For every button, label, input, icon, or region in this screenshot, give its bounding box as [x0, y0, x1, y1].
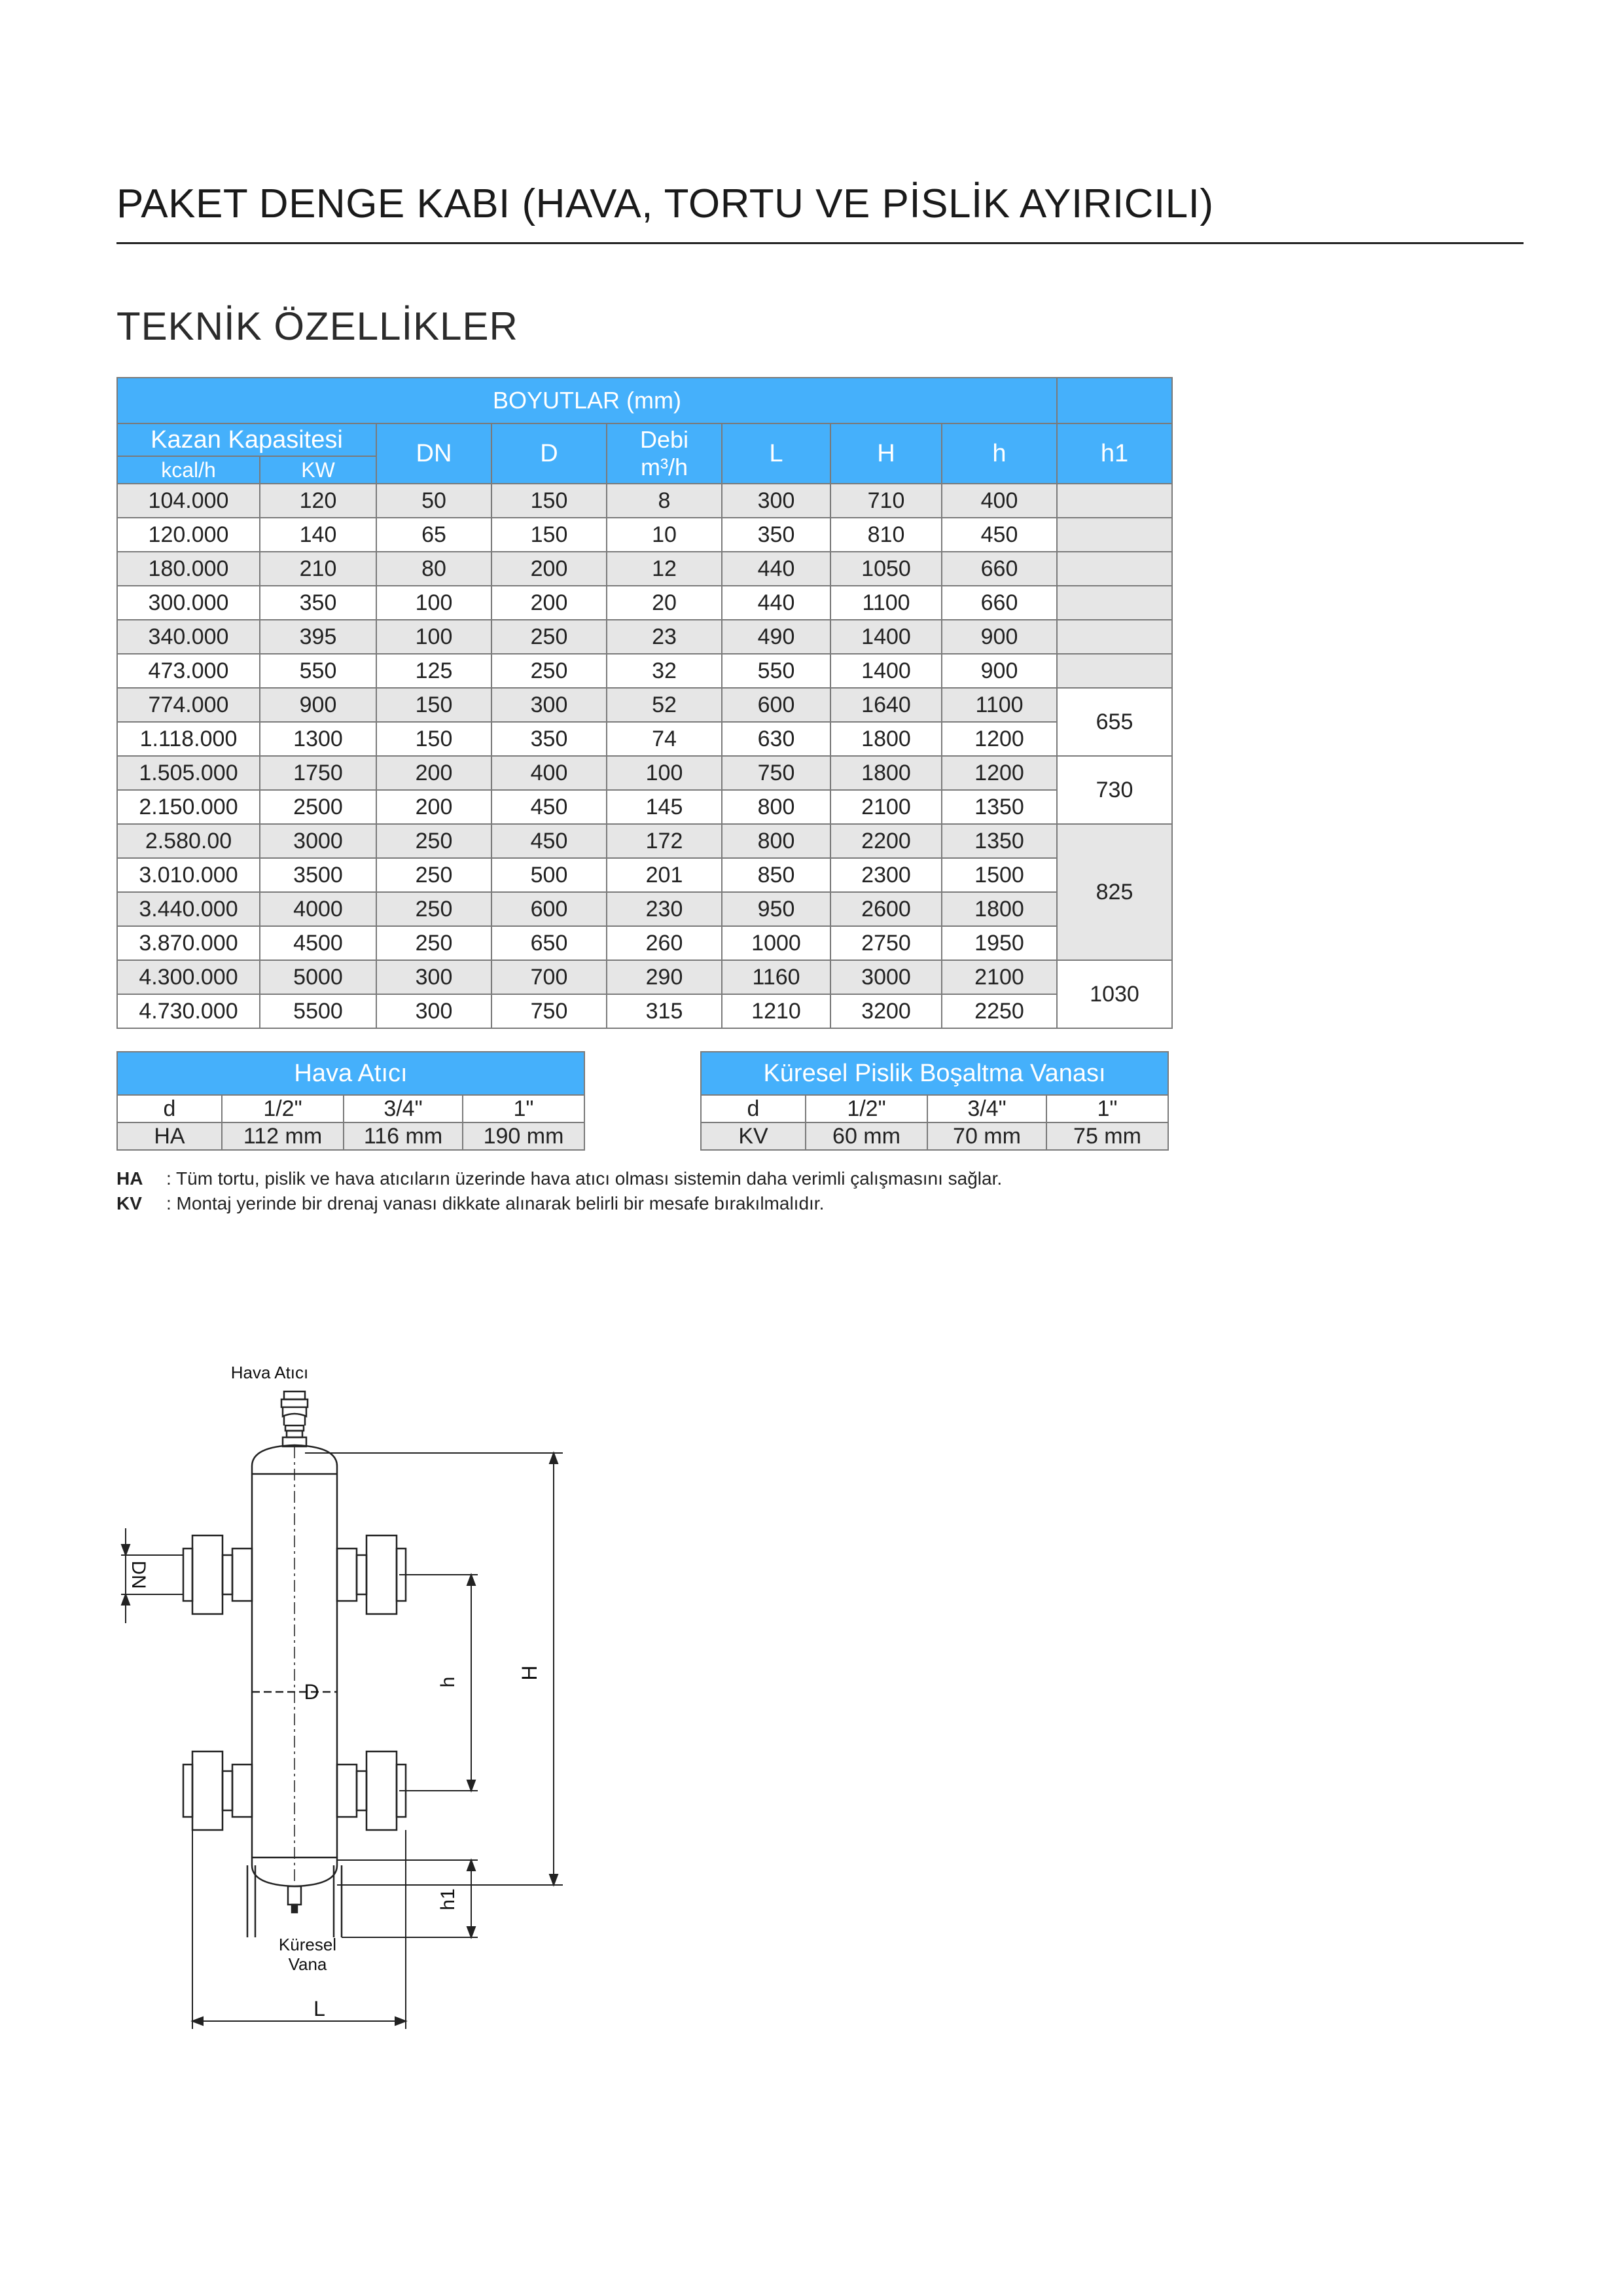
table-cell: 2100	[942, 960, 1057, 994]
table-cell: 900	[260, 688, 376, 722]
table-cell: 4.300.000	[117, 960, 260, 994]
table-cell: 3500	[260, 858, 376, 892]
dim-h-label: h	[437, 1676, 459, 1688]
table-cell: 250	[376, 824, 491, 858]
h1-cell: 730	[1057, 756, 1172, 824]
table-cell: 750	[491, 994, 607, 1028]
table-row	[117, 960, 1172, 994]
table-cell: 230	[607, 892, 722, 926]
kv-val-2: 70 mm	[927, 1122, 1046, 1150]
table-cell: 550	[722, 654, 830, 688]
vessel-body	[252, 1445, 337, 1886]
table-cell: 1800	[830, 756, 942, 790]
title-divider	[116, 242, 1524, 244]
ha-d-2: 3/4"	[344, 1095, 463, 1122]
dim-l-label: L	[313, 1997, 325, 2020]
table-row	[117, 722, 1172, 756]
table-row	[117, 654, 1172, 688]
table-cell: 1300	[260, 722, 376, 756]
h1-cell: 825	[1057, 824, 1172, 960]
table-cell: 1200	[942, 722, 1057, 756]
table-cell: 140	[260, 518, 376, 552]
hava-atici-table	[116, 1051, 585, 1151]
table-cell: 10	[607, 518, 722, 552]
table-cell: 200	[376, 756, 491, 790]
table-cell: 550	[260, 654, 376, 688]
table-cell: 300.000	[117, 586, 260, 620]
table-cell: 710	[830, 484, 942, 518]
header-h: h	[942, 423, 1057, 484]
spec-table	[116, 377, 1173, 1029]
note-ha-key: HA	[116, 1168, 143, 1189]
table-row	[117, 620, 1172, 654]
table-cell: 100	[376, 586, 491, 620]
header-debi-unit: m³/h	[641, 454, 688, 480]
table-cell: 1.118.000	[117, 722, 260, 756]
table-cell: 260	[607, 926, 722, 960]
kv-val-1: 60 mm	[806, 1122, 927, 1150]
h1-cell-empty	[1057, 484, 1172, 518]
table-cell: 210	[260, 552, 376, 586]
table-row	[117, 858, 1172, 892]
table-cell: 350	[722, 518, 830, 552]
kv-val-3: 75 mm	[1046, 1122, 1168, 1150]
table-cell: 180.000	[117, 552, 260, 586]
header-kcal: kcal/h	[117, 456, 260, 484]
kv-d-2: 3/4"	[927, 1095, 1046, 1122]
spec-body	[117, 484, 1172, 1028]
table-cell: 810	[830, 518, 942, 552]
ha-label: HA	[117, 1122, 222, 1150]
table-cell: 1800	[830, 722, 942, 756]
h1-cell-empty	[1057, 552, 1172, 586]
table-cell: 20	[607, 586, 722, 620]
header-boyutlar: BOYUTLAR (mm)	[117, 378, 1057, 423]
section-title: TEKNİK ÖZELLİKLER	[116, 304, 518, 348]
table-cell: 950	[722, 892, 830, 926]
table-cell: 1400	[830, 654, 942, 688]
table-cell: 4.730.000	[117, 994, 260, 1028]
ha-val-1: 112 mm	[222, 1122, 344, 1150]
table-cell: 500	[491, 858, 607, 892]
label-vana: Vana	[288, 1954, 327, 1974]
table-cell: 250	[376, 892, 491, 926]
table-cell: 450	[491, 790, 607, 824]
table-cell: 1210	[722, 994, 830, 1028]
note-ha	[116, 1166, 1002, 1191]
kv-d-1: 1/2"	[806, 1095, 927, 1122]
table-cell: 850	[722, 858, 830, 892]
table-cell: 100	[376, 620, 491, 654]
ha-val-2: 116 mm	[344, 1122, 463, 1150]
table-cell: 100	[607, 756, 722, 790]
label-hava-atici: Hava Atıcı	[230, 1363, 309, 1382]
table-cell: 1000	[722, 926, 830, 960]
table-cell: 3.870.000	[117, 926, 260, 960]
h1-cell-empty	[1057, 586, 1172, 620]
table-cell: 250	[376, 926, 491, 960]
table-cell: 201	[607, 858, 722, 892]
table-row	[117, 926, 1172, 960]
table-cell: 660	[942, 552, 1057, 586]
upper-left-flange	[183, 1535, 252, 1614]
ha-d-1: 1/2"	[222, 1095, 344, 1122]
table-cell: 52	[607, 688, 722, 722]
table-cell: 2500	[260, 790, 376, 824]
table-cell: 32	[607, 654, 722, 688]
h1-cell-empty	[1057, 518, 1172, 552]
table-row	[117, 756, 1172, 790]
table-cell: 440	[722, 552, 830, 586]
ha-val-3: 190 mm	[463, 1122, 584, 1150]
table-row	[117, 824, 1172, 858]
table-cell: 2.150.000	[117, 790, 260, 824]
table-cell: 2100	[830, 790, 942, 824]
table-cell: 65	[376, 518, 491, 552]
table-cell: 2250	[942, 994, 1057, 1028]
table-cell: 750	[722, 756, 830, 790]
table-cell: 3000	[260, 824, 376, 858]
table-cell: 1050	[830, 552, 942, 586]
table-cell: 5000	[260, 960, 376, 994]
kuresel-vana-title: Küresel Pislik Boşaltma Vanası	[701, 1052, 1168, 1095]
dim-dn-label: DN	[128, 1560, 149, 1589]
table-cell: 1350	[942, 824, 1057, 858]
header-kw: KW	[260, 456, 376, 484]
table-cell: 600	[491, 892, 607, 926]
kuresel-vana-table	[700, 1051, 1169, 1151]
table-cell: 1.505.000	[117, 756, 260, 790]
table-cell: 1100	[830, 586, 942, 620]
table-cell: 1350	[942, 790, 1057, 824]
table-row	[117, 688, 1172, 722]
h1-cell: 1030	[1057, 960, 1172, 1028]
table-cell: 350	[491, 722, 607, 756]
table-cell: 473.000	[117, 654, 260, 688]
table-cell: 700	[491, 960, 607, 994]
header-empty	[1057, 378, 1172, 423]
table-cell: 2.580.00	[117, 824, 260, 858]
table-cell: 250	[491, 654, 607, 688]
table-cell: 4500	[260, 926, 376, 960]
table-cell: 250	[376, 858, 491, 892]
table-cell: 300	[376, 994, 491, 1028]
header-d: D	[491, 423, 607, 484]
table-cell: 1500	[942, 858, 1057, 892]
table-cell: 125	[376, 654, 491, 688]
table-cell: 660	[942, 586, 1057, 620]
table-cell: 774.000	[117, 688, 260, 722]
table-cell: 340.000	[117, 620, 260, 654]
table-cell: 900	[942, 620, 1057, 654]
dim-h1-label: h1	[437, 1888, 459, 1910]
drain-valve-icon	[288, 1886, 301, 1912]
table-cell: 1800	[942, 892, 1057, 926]
table-cell: 400	[942, 484, 1057, 518]
table-cell: 150	[491, 518, 607, 552]
table-cell: 150	[376, 688, 491, 722]
table-cell: 3000	[830, 960, 942, 994]
table-cell: 50	[376, 484, 491, 518]
table-cell: 300	[491, 688, 607, 722]
air-vent-icon	[281, 1391, 308, 1446]
table-cell: 1200	[942, 756, 1057, 790]
lower-left-flange	[183, 1751, 252, 1830]
table-cell: 250	[491, 620, 607, 654]
ha-d-label: d	[117, 1095, 222, 1122]
note-kv	[116, 1191, 1002, 1216]
table-cell: 1950	[942, 926, 1057, 960]
upper-right-flange	[337, 1535, 406, 1614]
header-H: H	[830, 423, 942, 484]
kv-d-label: d	[701, 1095, 806, 1122]
table-cell: 120.000	[117, 518, 260, 552]
table-cell: 104.000	[117, 484, 260, 518]
table-cell: 1750	[260, 756, 376, 790]
header-kazan-kapasitesi: Kazan Kapasitesi	[117, 423, 376, 456]
table-cell: 490	[722, 620, 830, 654]
note-kv-key: KV	[116, 1193, 142, 1213]
hava-atici-title: Hava Atıcı	[117, 1052, 584, 1095]
kv-label: KV	[701, 1122, 806, 1150]
kv-d-3: 1"	[1046, 1095, 1168, 1122]
h1-cell-empty	[1057, 654, 1172, 688]
note-ha-text: : Tüm tortu, pislik ve hava atıcıların üzerinde hava atıcı olması sistemin daha verimli çalışmasını sağlar.	[166, 1168, 1003, 1189]
lower-right-flange	[337, 1751, 406, 1830]
table-cell: 120	[260, 484, 376, 518]
table-cell: 2200	[830, 824, 942, 858]
table-cell: 200	[491, 552, 607, 586]
table-cell: 8	[607, 484, 722, 518]
table-row	[117, 892, 1172, 926]
table-cell: 2300	[830, 858, 942, 892]
table-cell: 3200	[830, 994, 942, 1028]
header-dn: DN	[376, 423, 491, 484]
table-cell: 2600	[830, 892, 942, 926]
table-cell: 600	[722, 688, 830, 722]
table-cell: 2750	[830, 926, 942, 960]
label-kuresel: Küresel	[278, 1935, 337, 1954]
table-cell: 1160	[722, 960, 830, 994]
table-cell: 290	[607, 960, 722, 994]
table-cell: 1400	[830, 620, 942, 654]
table-cell: 1100	[942, 688, 1057, 722]
table-cell: 80	[376, 552, 491, 586]
note-kv-text: : Montaj yerinde bir drenaj vanası dikkate alınarak belirli bir mesafe bırakılmalıdır.	[166, 1193, 825, 1213]
table-cell: 800	[722, 790, 830, 824]
table-cell: 395	[260, 620, 376, 654]
table-cell: 3.010.000	[117, 858, 260, 892]
table-cell: 12	[607, 552, 722, 586]
table-cell: 650	[491, 926, 607, 960]
table-cell: 5500	[260, 994, 376, 1028]
table-cell: 630	[722, 722, 830, 756]
ha-d-3: 1"	[463, 1095, 584, 1122]
table-cell: 440	[722, 586, 830, 620]
table-cell: 400	[491, 756, 607, 790]
page-title: PAKET DENGE KABI (HAVA, TORTU VE PİSLİK AYIRICILI)	[116, 181, 1214, 226]
table-cell: 300	[722, 484, 830, 518]
table-row	[117, 994, 1172, 1028]
table-cell: 1640	[830, 688, 942, 722]
table-cell: 145	[607, 790, 722, 824]
table-cell: 450	[942, 518, 1057, 552]
table-cell: 150	[491, 484, 607, 518]
header-l: L	[722, 423, 830, 484]
table-cell: 350	[260, 586, 376, 620]
table-cell: 450	[491, 824, 607, 858]
notes	[116, 1166, 1002, 1216]
table-cell: 3.440.000	[117, 892, 260, 926]
table-cell: 23	[607, 620, 722, 654]
header-debi	[607, 423, 722, 484]
table-row	[117, 552, 1172, 586]
h1-cell: 655	[1057, 688, 1172, 756]
table-cell: 900	[942, 654, 1057, 688]
table-cell: 300	[376, 960, 491, 994]
table-cell: 200	[376, 790, 491, 824]
table-row	[117, 790, 1172, 824]
header-h1: h1	[1057, 423, 1172, 484]
table-cell: 4000	[260, 892, 376, 926]
table-row	[117, 484, 1172, 518]
table-cell: 150	[376, 722, 491, 756]
dim-d-label: D	[304, 1680, 319, 1704]
technical-drawing	[111, 1361, 609, 2055]
dim-H-label: H	[518, 1665, 541, 1681]
table-cell: 800	[722, 824, 830, 858]
table-cell: 200	[491, 586, 607, 620]
table-row	[117, 586, 1172, 620]
table-cell: 74	[607, 722, 722, 756]
h1-cell-empty	[1057, 620, 1172, 654]
table-cell: 315	[607, 994, 722, 1028]
table-cell: 172	[607, 824, 722, 858]
header-debi-label: Debi	[639, 426, 689, 453]
table-row	[117, 518, 1172, 552]
